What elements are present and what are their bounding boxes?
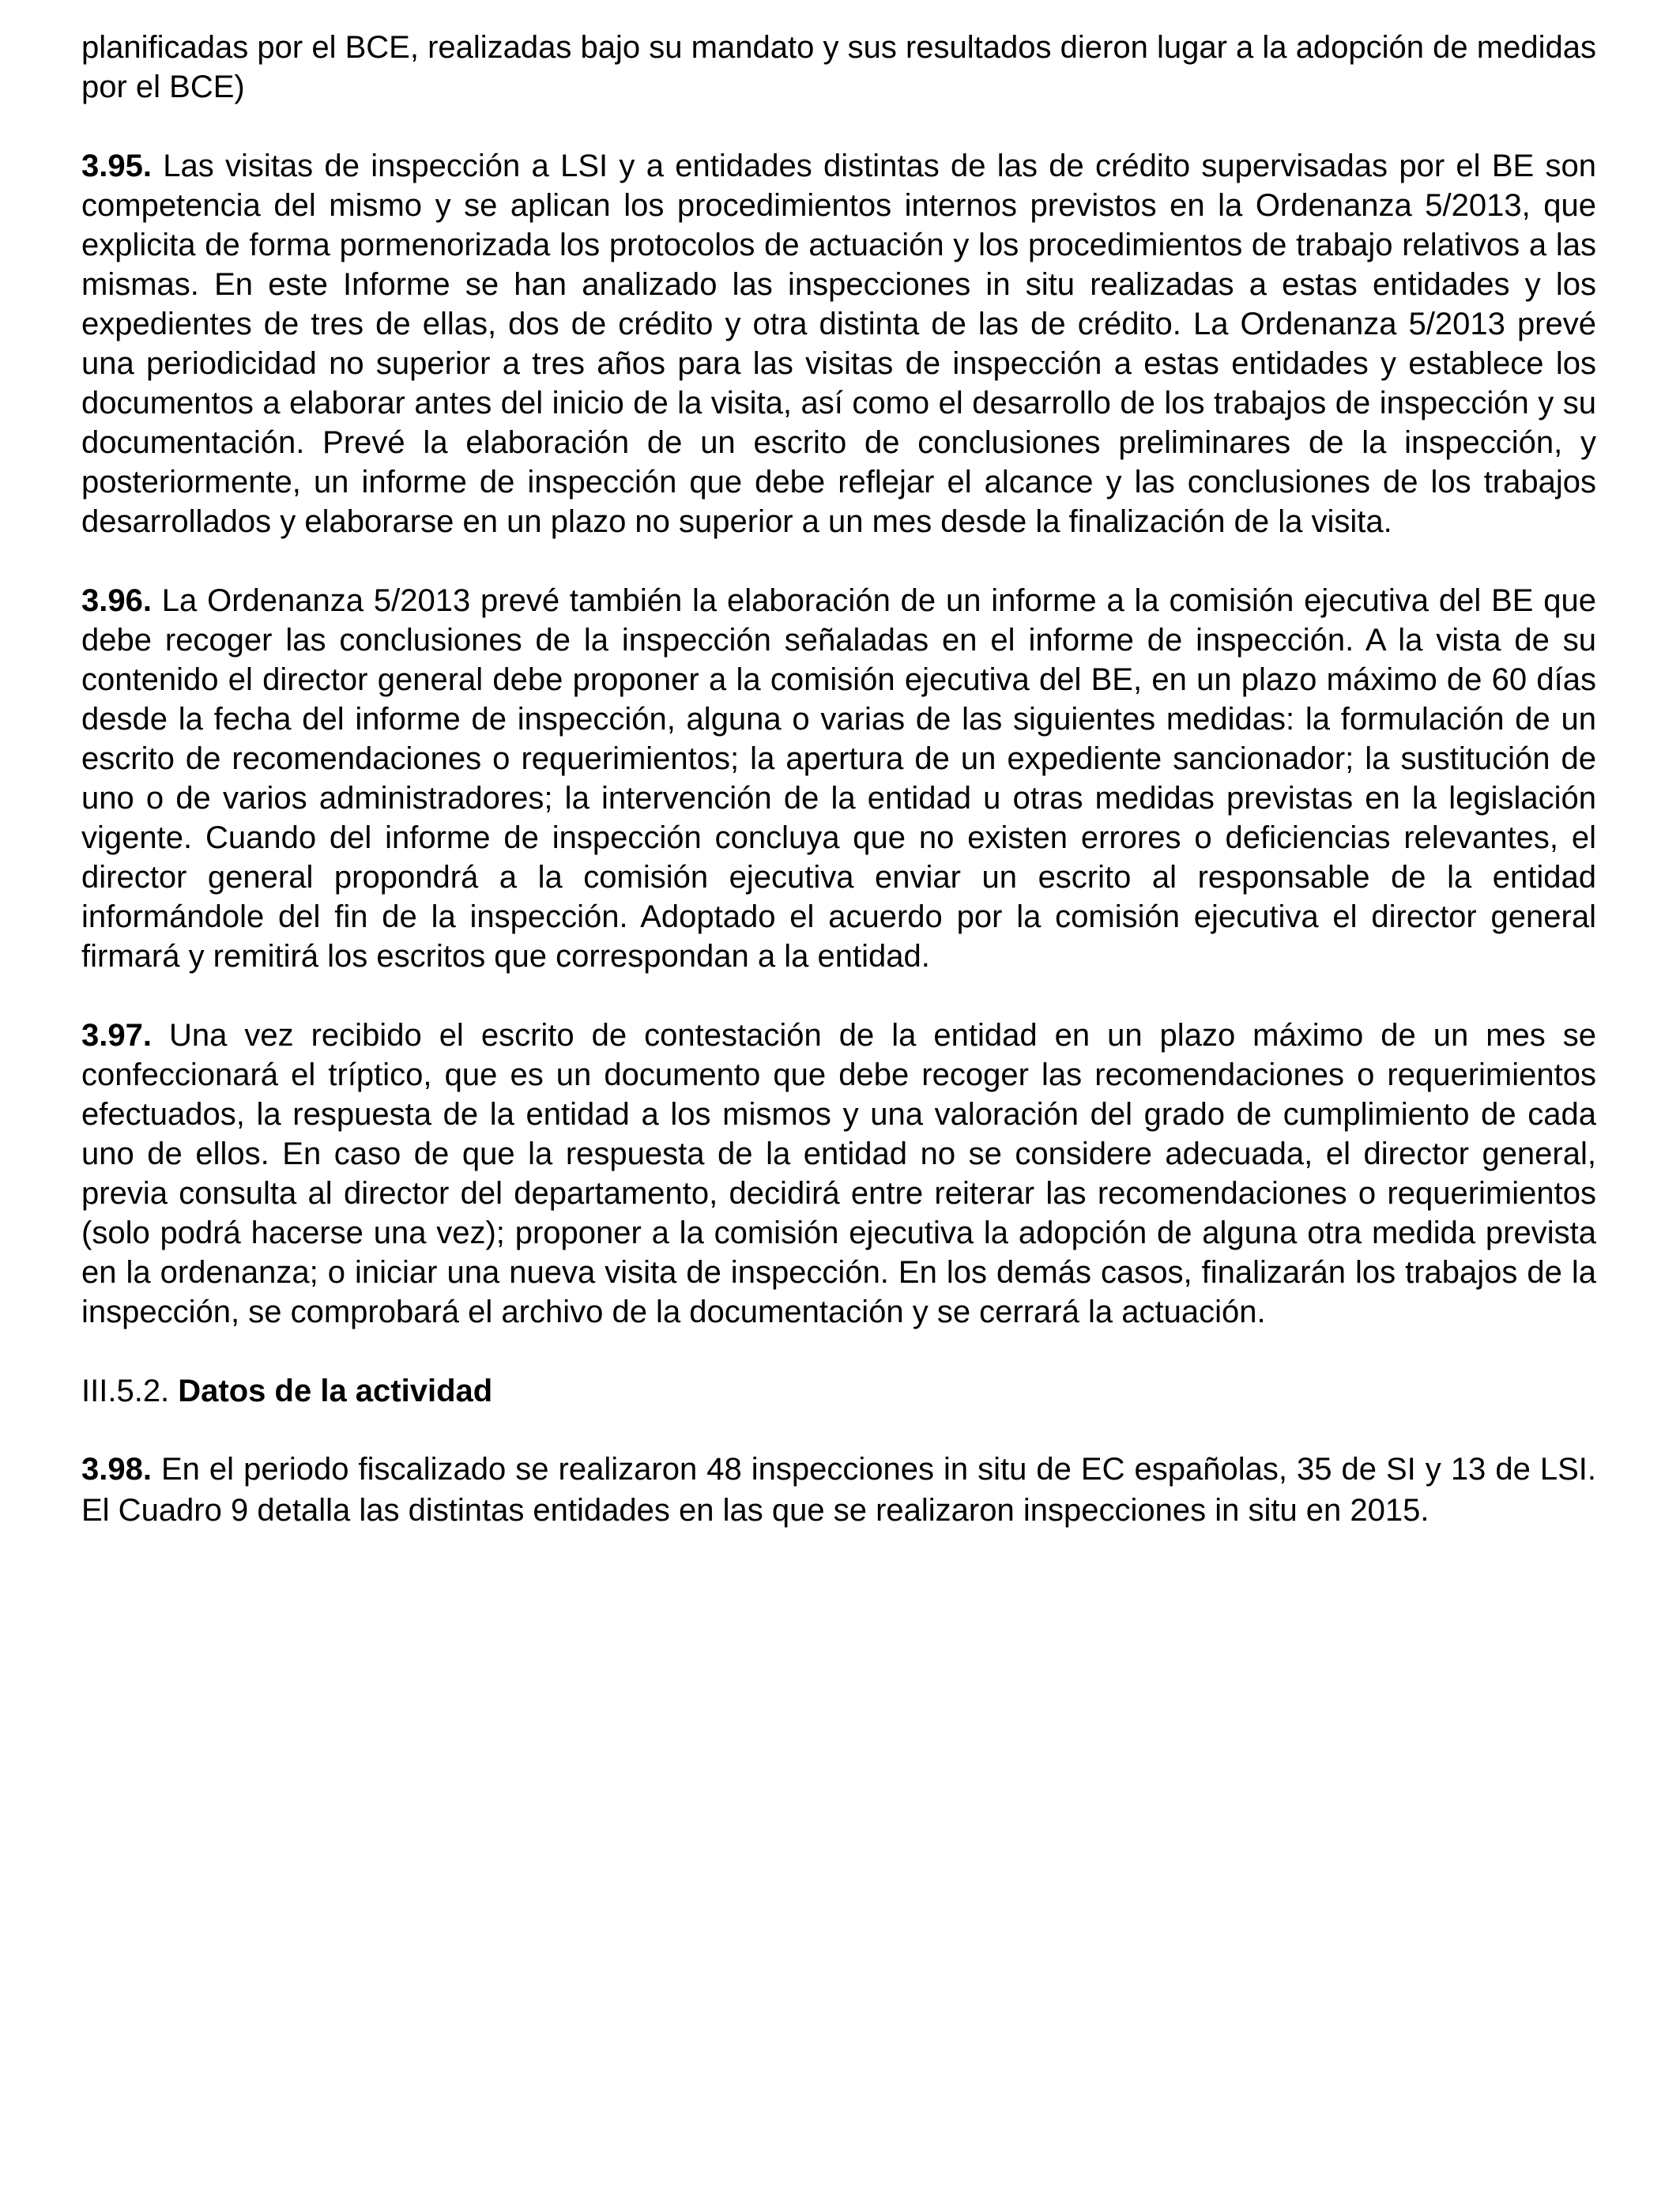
paragraph-text: En el periodo fiscalizado se realizaron 48 inspecciones in situ de EC españolas, 35 de SI y 13 de LSI. El Cuadro 9 detalla las distintas entidades en las que se realizaron inspecciones in situ en 2015. xyxy=(81,1452,1596,1528)
paragraph-3-96 xyxy=(81,581,1596,976)
section-number: III.5.2. xyxy=(81,1374,170,1408)
paragraph-3-98 xyxy=(81,1449,1596,1531)
section-heading xyxy=(81,1371,1596,1411)
paragraph-number: 3.97. xyxy=(81,1018,152,1053)
section-title: Datos de la actividad xyxy=(178,1374,493,1408)
paragraph-number: 3.96. xyxy=(81,583,152,618)
document-body xyxy=(81,28,1596,1531)
paragraph-3-95 xyxy=(81,146,1596,541)
paragraph-text: Las visitas de inspección a LSI y a entidades distintas de las de crédito supervisadas por el BE son competencia del mismo y se aplican los procedimientos internos previstos en la Ordenanza 5/2013, que explicita de forma pormenorizada los protocolos de actuación y los procedimientos de trabajo relativos a las mismas. En este Informe se han analizado las inspecciones in situ realizadas a estas entidades y los expedientes de tres de ellas, dos de crédito y otra distinta de las de crédito. La Ordenanza 5/2013 prevé una periodicidad no superior a tres años para las visitas de inspección a estas entidades y establece los documentos a elaborar antes del inicio de la visita, así como el desarrollo de los trabajos de inspección y su documentación. Prevé la elaboración de un escrito de conclusiones preliminares de la inspección, y posteriormente, un informe de inspección que debe reflejar el alcance y las conclusiones de los trabajos desarrollados y elaborarse en un plazo no superior a un mes desde la finalización de la visita. xyxy=(81,149,1596,539)
paragraph-number: 3.95. xyxy=(81,149,152,183)
paragraph-continuation: planificadas por el BCE, realizadas bajo su mandato y sus resultados dieron lugar a la adopción de medidas por el BCE) xyxy=(81,30,1596,104)
paragraph-3-97 xyxy=(81,1016,1596,1332)
paragraph-text: Una vez recibido el escrito de contestación de la entidad en un plazo máximo de un mes se confeccionará el tríptico, que es un documento que debe recoger las recomendaciones o requerimientos efectuados, la respuesta de la entidad a los mismos y una valoración del grado de cumplimiento de cada uno de ellos. En caso de que la respuesta de la entidad no se considere adecuada, el director general, previa consulta al director del departamento, decidirá entre reiterar las recomendaciones o requerimientos (solo podrá hacerse una vez); proponer a la comisión ejecutiva la adopción de alguna otra medida prevista en la ordenanza; o iniciar una nueva visita de inspección. En los demás casos, finalizarán los trabajos de la inspección, se comprobará el archivo de la documentación y se cerrará la actuación. xyxy=(81,1018,1597,1329)
paragraph-text: La Ordenanza 5/2013 prevé también la elaboración de un informe a la comisión ejecutiva del BE que debe recoger las conclusiones de la inspección señaladas en el informe de inspección. A la vista de su contenido el director general debe proponer a la comisión ejecutiva del BE, en un plazo máximo de 60 días desde la fecha del informe de inspección, alguna o varias de las siguientes medidas: la formulación de un escrito de recomendaciones o requerimientos; la apertura de un expediente sancionador; la sustitución de uno o de varios administradores; la intervención de la entidad u otras medidas previstas en la legislación vigente. Cuando del informe de inspección concluya que no existen errores o deficiencias relevantes, el director general propondrá a la comisión ejecutiva enviar un escrito al responsable de la entidad informándole del fin de la inspección. Adoptado el acuerdo por la comisión ejecutiva el director general firmará y remitirá los escritos que correspondan a la entidad. xyxy=(81,583,1596,974)
paragraph-number: 3.98. xyxy=(81,1452,152,1487)
